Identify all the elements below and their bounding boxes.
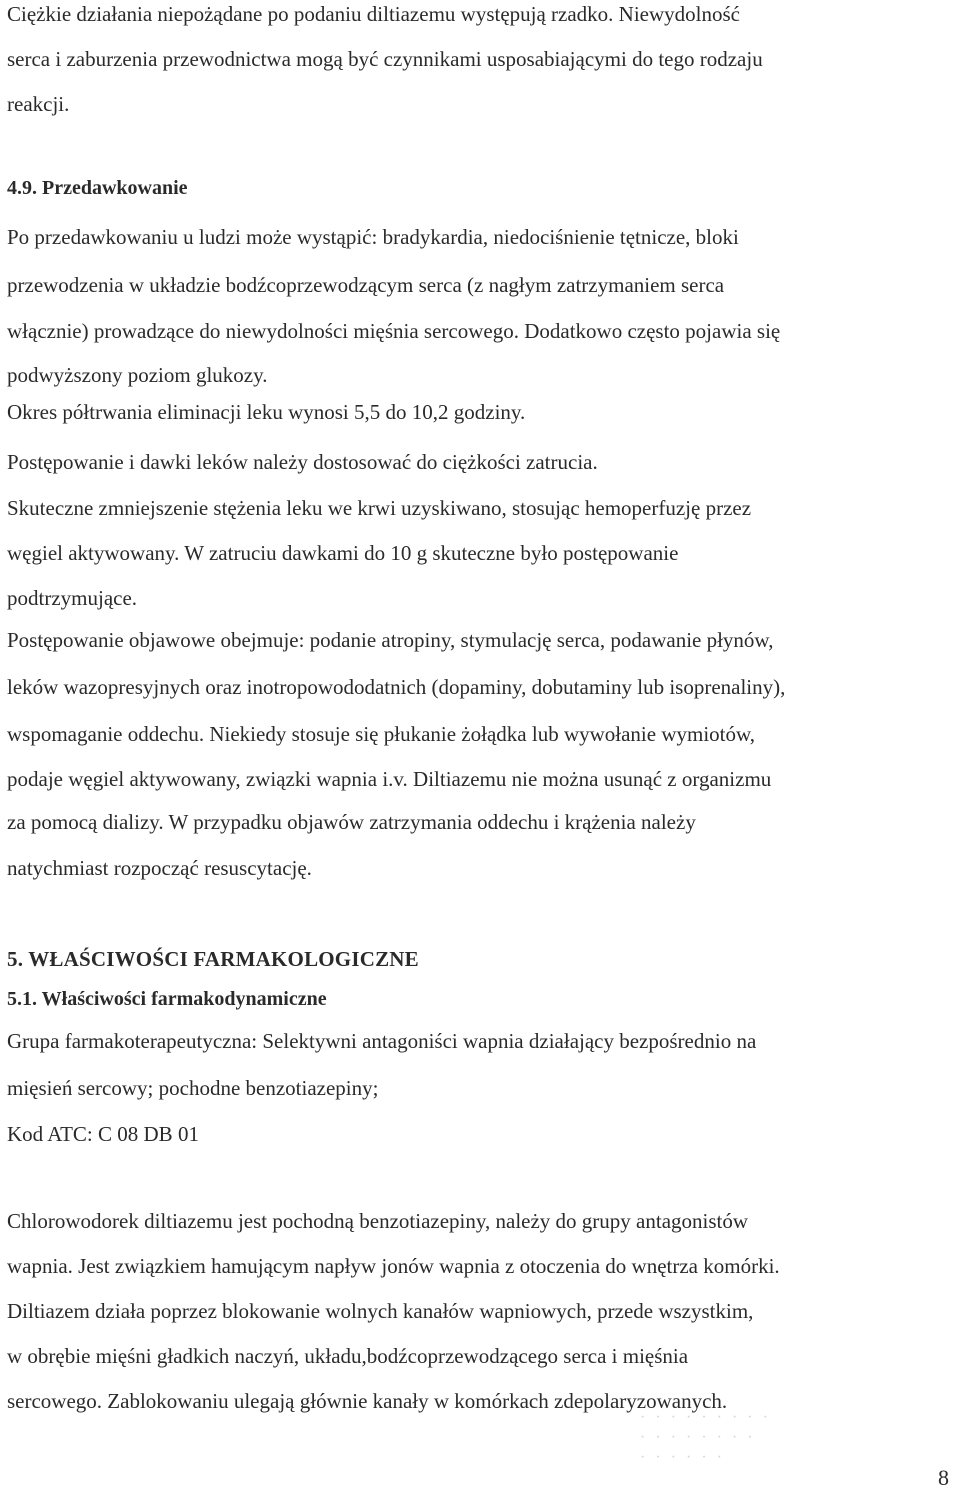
section-heading-5: 5. WŁAŚCIWOŚCI FARMAKOLOGICZNE [7,947,419,971]
text-line: Skuteczne zmniejszenie stężenia leku we krwi uzyskiwano, stosując hemoperfuzję przez [7,496,752,520]
text-line: sercowego. Zablokowaniu ulegają głównie kanały w komórkach zdepolaryzowanych. [7,1389,728,1413]
text-line: Grupa farmakoterapeutyczna: Selektywni antagoniści wapnia działający bezpośrednio na [7,1029,757,1053]
text-line: podtrzymujące. [7,586,138,610]
text-line: Chlorowodorek diltiazemu jest pochodną benzotiazepiny, należy do grupy antagonistów [7,1209,749,1233]
text-line: natychmiast rozpocząć resuscytację. [7,856,312,880]
text-line: Diltiazem działa poprzez blokowanie wolnych kanałów wapniowych, przede wszystkim, [7,1299,754,1323]
section-heading-4-9: 4.9. Przedawkowanie [7,177,188,199]
text-line: włącznie) prowadzące do niewydolności mięśnia sercowego. Dodatkowo często pojawia się [7,319,781,343]
text-line: podwyższony poziom glukozy. [7,363,268,387]
page-number: 8 [938,1465,949,1490]
text-line: Ciężkie działania niepożądane po podaniu diltiazemu występują rzadko. Niewydolność [7,2,741,26]
text-line: w obrębie mięśni gładkich naczyń, układu,bodźcoprzewodzącego serca i mięśnia [7,1344,689,1368]
text-line: Po przedawkowaniu u ludzi może wystąpić: bradykardia, niedociśnienie tętnicze, bloki [7,225,739,249]
text-line: Postępowanie i dawki leków należy dostosować do ciężkości zatrucia. [7,450,598,474]
text-line: Okres półtrwania eliminacji leku wynosi 5,5 do 10,2 godziny. [7,400,526,424]
stamp-image: · · · · · · · · · · · · · · · · · · · · · · · [640,1409,771,1466]
text-line: reakcji. [7,92,70,116]
text-line: serca i zaburzenia przewodnictwa mogą być czynnikami usposabiającymi do tego rodzaju [7,47,763,71]
text-line: wapnia. Jest związkiem hamującym napływ jonów wapnia z otoczenia do wnętrza komórki. [7,1254,780,1278]
text-line: wspomaganie oddechu. Niekiedy stosuje się płukanie żołądka lub wywołanie wymiotów, [7,722,756,746]
text-line: leków wazopresyjnych oraz inotropowododatnich (dopaminy, dobutaminy lub isoprenaliny), [7,675,786,699]
text-line: Postępowanie objawowe obejmuje: podanie atropiny, stymulację serca, podawanie płynów, [7,628,774,652]
section-heading-5-1: 5.1. Właściwości farmakodynamiczne [7,988,327,1010]
text-line: Kod ATC: C 08 DB 01 [7,1122,199,1146]
text-line: przewodzenia w układzie bodźcoprzewodzącym serca (z nagłym zatrzymaniem serca [7,273,725,297]
text-line: węgiel aktywowany. W zatruciu dawkami do 10 g skuteczne było postępowanie [7,541,679,565]
text-line: mięsień sercowy; pochodne benzotiazepiny; [7,1076,379,1100]
text-line: podaje węgiel aktywowany, związki wapnia i.v. Diltiazemu nie można usunąć z organizmu [7,767,772,791]
text-line: za pomocą dializy. W przypadku objawów zatrzymania oddechu i krążenia należy [7,810,696,834]
